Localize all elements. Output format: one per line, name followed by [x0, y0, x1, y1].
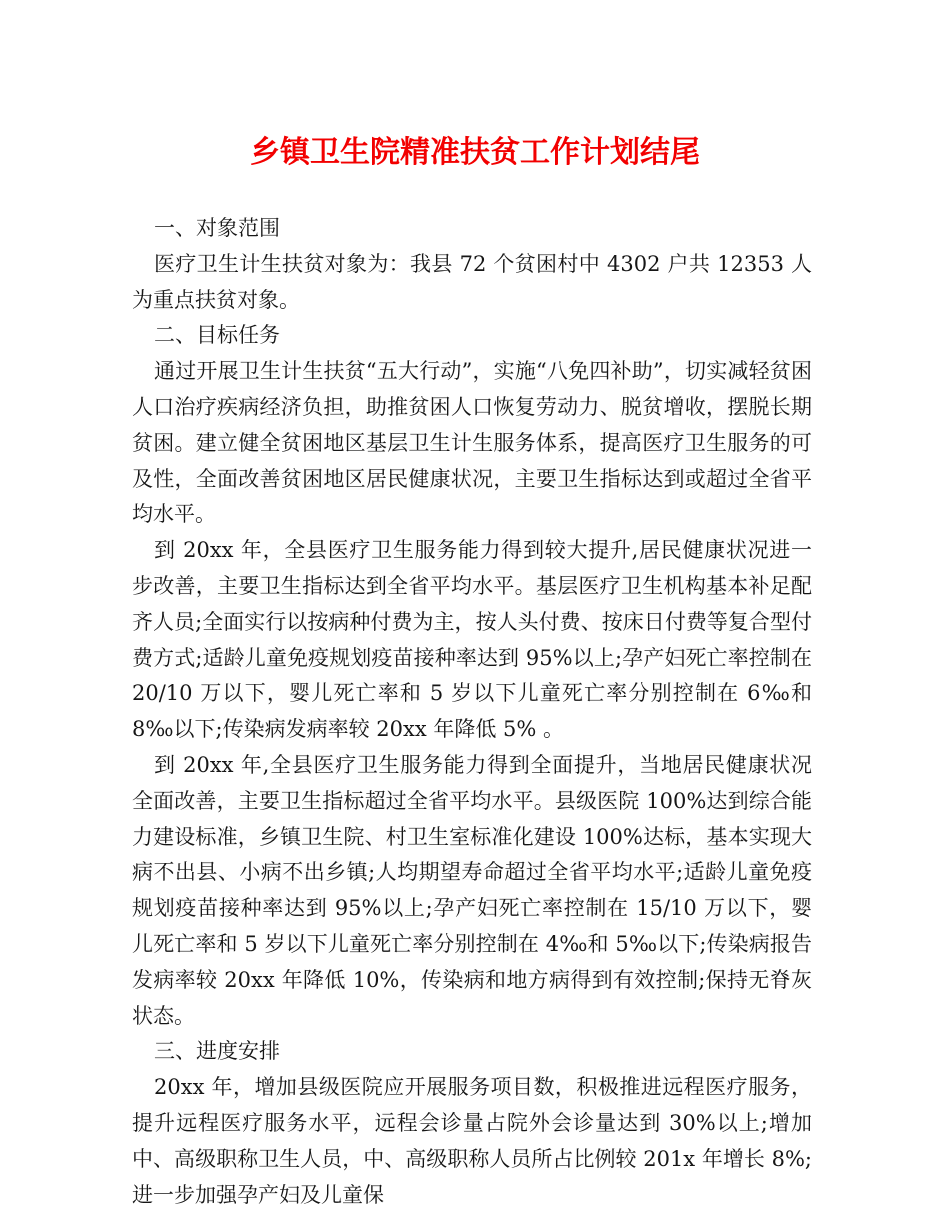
section-heading-2: 二、目标任务 [154, 323, 280, 348]
section-heading-3: 三、进度安排 [154, 1039, 280, 1064]
document-title: 乡镇卫生院精准扶贫工作计划结尾 [250, 136, 700, 169]
paragraph-goals-overview: 通过开展卫生计生扶贫“五大行动”，实施“八免四补助”，切实减轻贫困人口治疗疾病经济负担，助推贫困人口恢复劳动力、脱贫增收，摆脱长期贫困。建立健全贫困地区基层卫生计生服务体系，提高医疗卫生服务的可及性，全面改善贫困地区居民健康状况，主要卫生指标达到或超过全省平均水平。 [132, 359, 812, 527]
document-body [132, 211, 812, 1213]
paragraph-goal-stage-1: 到 20xx 年，全县医疗卫生服务能力得到较大提升,居民健康状况进一步改善，主要卫生指标达到全省平均水平。基层医疗卫生机构基本补足配齐人员;全面实行以按病种付费为主，按人头付费、按床日付费等复合型付费方式;适龄儿童免疫规划疫苗接种率达到 95%以上;孕产妇死亡率控制在 20/10 万以下，婴儿死亡率和 5 岁以下儿童死亡率分别控制在 6‰和 8‰以下;传染病发病率较 20xx 年降低 5% 。 [132, 538, 812, 742]
paragraph-goal-stage-2: 到 20xx 年,全县医疗卫生服务能力得到全面提升，当地居民健康状况全面改善，主要卫生指标超过全省平均水平。县级医院 100%达到综合能力建设标准，乡镇卫生院、村卫生室标准化建设 100%达标，基本实现大病不出县、小病不出乡镇;人均期望寿命超过全省平均水平;适龄儿童免疫规划疫苗接种率达到 95%以上;孕产妇死亡率控制在 15/10 万以下，婴儿死亡率和 5 岁以下儿童死亡率分别控制在 4‰和 5‰以下;传染病报告发病率较 20xx 年降低 10%，传染病和地方病得到有效控制;保持无脊灰状态。 [132, 752, 812, 1028]
section-heading-1: 一、对象范围 [154, 216, 280, 240]
paragraph-scope: 医疗卫生计生扶贫对象为：我县 72 个贫困村中 4302 户共 12353 人为重点扶贫对象。 [132, 251, 812, 312]
paragraph-schedule: 20xx 年，增加县级医院应开展服务项目数，积极推进远程医疗服务，提升远程医疗服务水平，远程会诊量占院外会诊量达到 30%以上;增加中、高级职称卫生人员，中、高级职称人员所占比例较 201x 年增长 8%;进一步加强孕产妇及儿童保 [132, 1075, 812, 1207]
